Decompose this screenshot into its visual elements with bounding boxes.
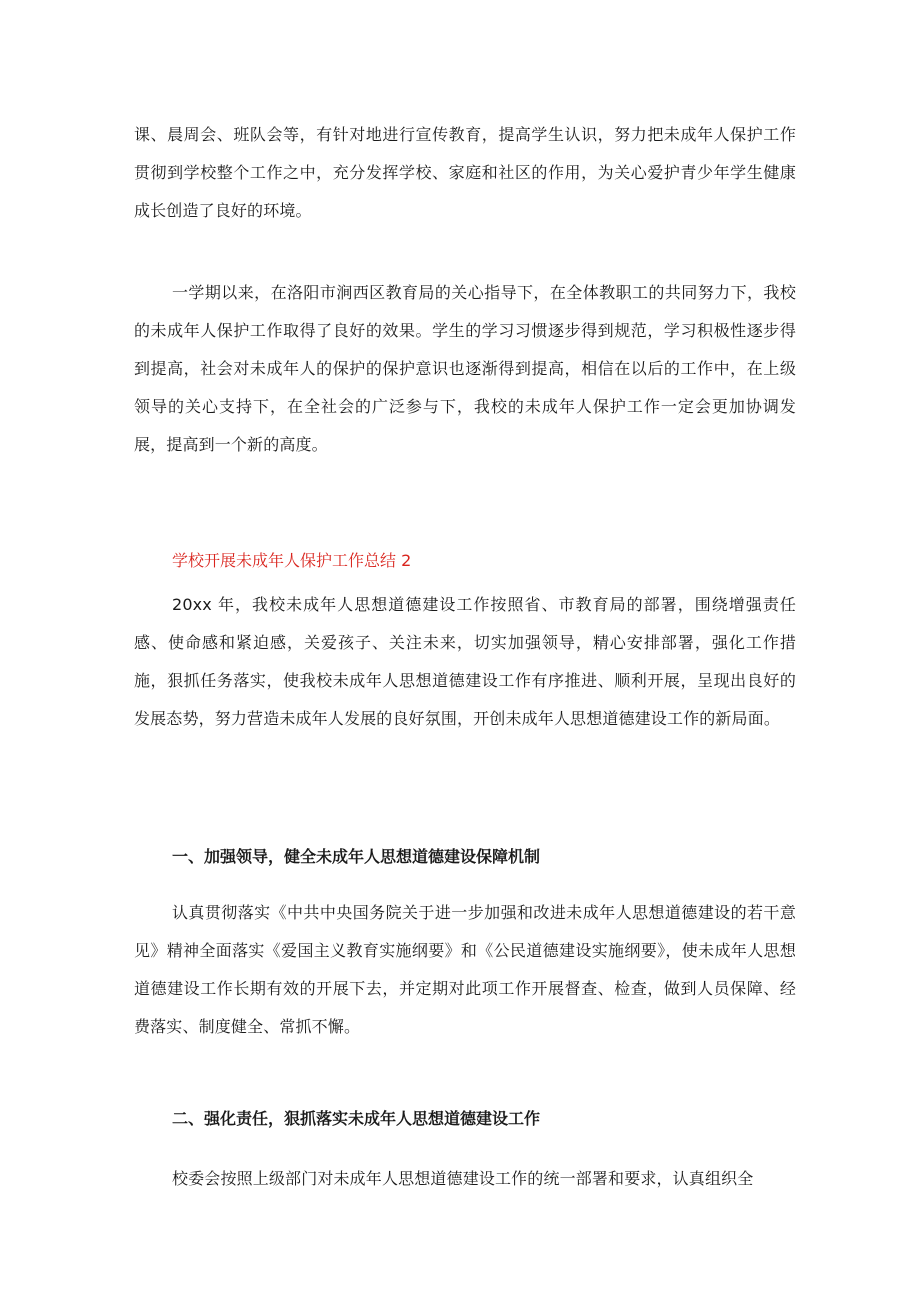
paragraph-school-committee: 校委会按照上级部门对未成年人思想道德建设工作的统一部署和要求，认真组织全 [172,1169,754,1188]
paragraph-intro-continuation: 课、晨周会、班队会等，有针对地进行宣传教育，提高学生认识，努力把未成年人保护工作贯彻到学校整个工作之中，充分发挥学校、家庭和社区的作用，为关心爱护青少年学生健康成长创造了良好的环境。 [134,125,796,220]
paragraph-semester-summary: 一学期以来，在洛阳市涧西区教育局的关心指导下，在全体教职工的共同努力下，我校的未成年人保护工作取得了良好的效果。学生的学习习惯逐步得到规范，学习积极性逐步得到提高，社会对未成年人的保护的保护意识也逐渐得到提高，相信在以后的工作中，在上级领导的关心支持下，在全社会的广泛参与下，我校的未成年人保护工作一定会更加协调发展，提高到一个新的高度。 [134,283,796,454]
heading-responsibility: 二、强化责任，狠抓落实未成年人思想道德建设工作 [172,1109,541,1128]
section-subtitle: 学校开展未成年人保护工作总结 2 [172,551,412,570]
paragraph-implementation: 认真贯彻落实《中共中央国务院关于进一步加强和改进未成年人思想道德建设的若干意见》精神全面落实《爱国主义教育实施纲要》和《公民道德建设实施纲要》，使未成年人思想道德建设工作长期有效的开展下去，并定期对此项工作开展督查、检查，做到人员保障、经费落实、制度健全、常抓不懈。 [134,903,796,1036]
heading-leadership: 一、加强领导，健全未成年人思想道德建设保障机制 [172,847,541,866]
paragraph-annual-overview: 20xx 年，我校未成年人思想道德建设工作按照省、市教育局的部署，围绕增强责任感、使命感和紧迫感，关爱孩子、关注未来，切实加强领导，精心安排部署，强化工作措施，狠抓任务落实，使我校未成年人思想道德建设工作有序推进、顺利开展，呈现出良好的发展态势，努力营造未成年人发展的良好氛围，开创未成年人思想道德建设工作的新局面。 [134,595,796,728]
